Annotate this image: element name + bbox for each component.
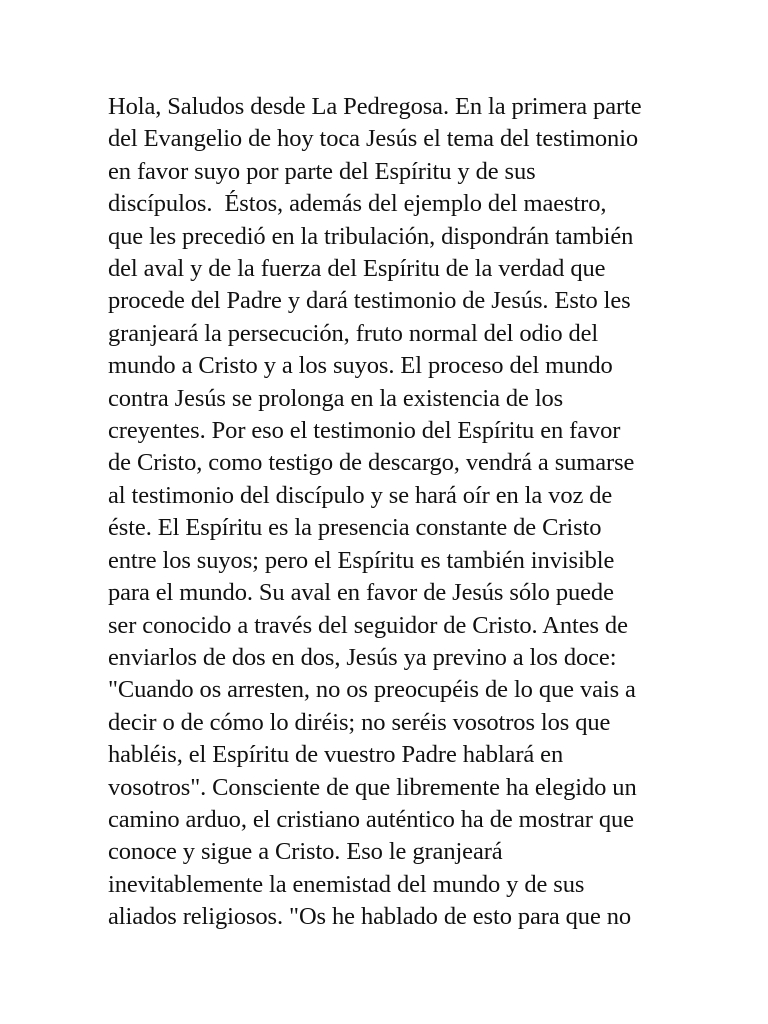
- text-line: "Cuando os arresten, no os preocupéis de lo que vais a: [108, 676, 636, 704]
- text-line: conoce y sigue a Cristo. Eso le granjeará: [108, 838, 503, 866]
- text-line: contra Jesús se prolonga en la existencia de los: [108, 384, 564, 412]
- text-line: de Cristo, como testigo de descargo, vendrá a sumarse: [108, 449, 635, 477]
- text-line: inevitablemente la enemistad del mundo y de sus: [108, 870, 585, 898]
- text-line: del Evangelio de hoy toca Jesús el tema del testimonio: [108, 125, 639, 153]
- text-line: al testimonio del discípulo y se hará oír en la voz de: [108, 481, 613, 509]
- text-line: ser conocido a través del seguidor de Cristo. Antes de: [108, 611, 628, 639]
- text-line: habléis, el Espíritu de vuestro Padre hablará en: [108, 741, 564, 769]
- text-line: mundo a Cristo y a los suyos. El proceso del mundo: [108, 352, 613, 380]
- text-line: para el mundo. Su aval en favor de Jesús sólo puede: [108, 579, 614, 607]
- text-line: aliados religiosos. "Os he hablado de esto para que no: [108, 903, 632, 931]
- text-line: granjeará la persecución, fruto normal del odio del: [108, 319, 599, 347]
- text-line: procede del Padre y dará testimonio de Jesús. Esto les: [108, 287, 631, 315]
- text-line: Hola, Saludos desde La Pedregosa. En la primera parte: [108, 93, 642, 120]
- text-line: vosotros". Consciente de que libremente ha elegido un: [108, 773, 637, 801]
- text-line: creyentes. Por eso el testimonio del Espíritu en favor: [108, 417, 621, 445]
- text-line: enviarlos de dos en dos, Jesús ya previno a los doce:: [108, 643, 617, 671]
- body-text: [108, 91, 708, 934]
- text-line: éste. El Espíritu es la presencia constante de Cristo: [108, 514, 602, 542]
- text-line: discípulos. Éstos, además del ejemplo del maestro,: [108, 190, 607, 218]
- text-line: camino arduo, el cristiano auténtico ha de mostrar que: [108, 805, 634, 833]
- text-line: decir o de cómo lo diréis; no seréis vosotros los que: [108, 708, 611, 736]
- text-line: entre los suyos; pero el Espíritu es también invisible: [108, 546, 615, 574]
- text-line: que les precedió en la tribulación, dispondrán también: [108, 222, 634, 250]
- text-line: del aval y de la fuerza del Espíritu de la verdad que: [108, 255, 606, 283]
- text-line: en favor suyo por parte del Espíritu y de sus: [108, 157, 536, 185]
